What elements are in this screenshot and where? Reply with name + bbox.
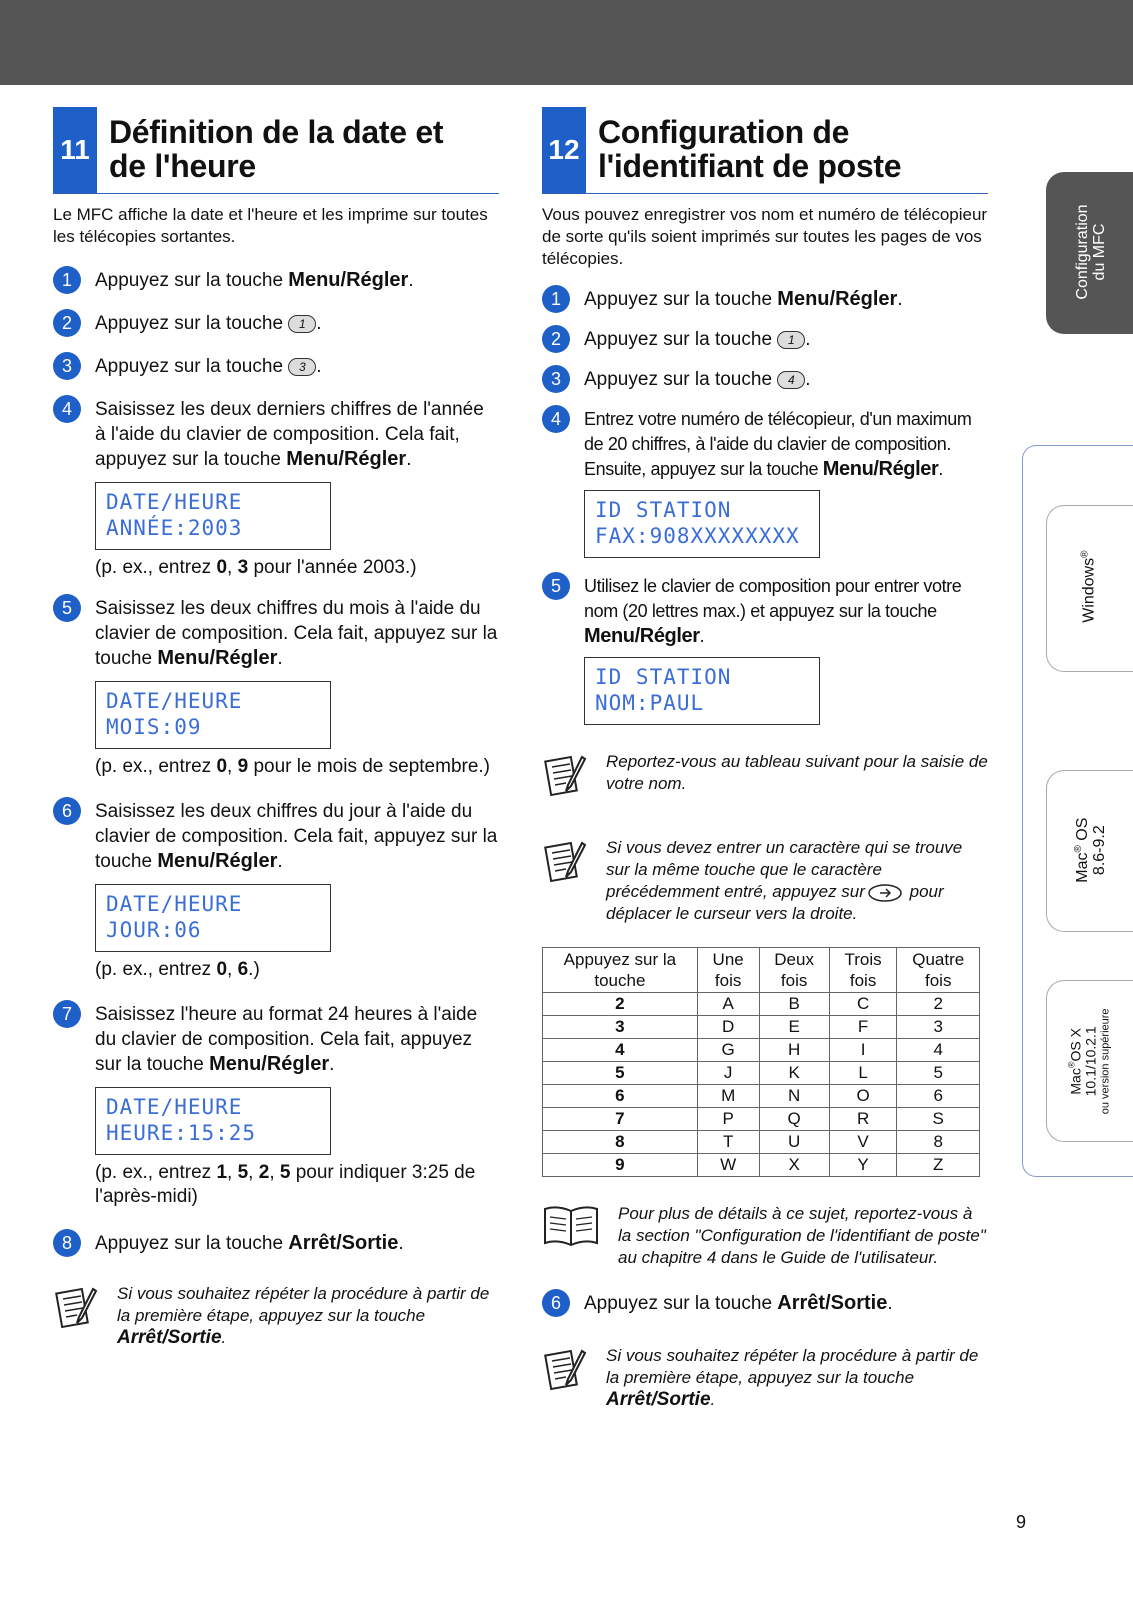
table-header: Quatre fois [897,948,980,993]
reference-note: Pour plus de détails à ce sujet, reportez-vous à la section "Configuration de l'identifiant de poste" au chapitre 4 dans le Guide de l'utilisateur. [542,1203,988,1269]
lcd-display: DATE/HEURE MOIS:09 [95,681,331,749]
tab-mac-os-x[interactable]: Mac®OS X 10.1/10.2.1 ou version supérieure [1046,980,1133,1142]
table-cell: J [697,1062,759,1085]
table-cell: 8 [543,1131,698,1154]
table-row [543,1016,980,1039]
table-cell: 6 [897,1085,980,1108]
step-number: 1 [53,266,81,294]
section-intro: Le MFC affiche la date et l'heure et les imprime sur toutes les télécopies sortantes. [53,205,488,246]
step-7: 7 Saisissez l'heure au format 24 heures à l'aide du clavier de composition. Cela fait, appuyez sur la touche Menu/Régler. [53,1002,499,1077]
table-cell: X [759,1154,829,1177]
table-cell: 2 [897,993,980,1016]
table-cell: C [829,993,897,1016]
table-header: Une fois [697,948,759,993]
example-text: (p. ex., entrez 1, 5, 2, 5 pour indiquer 3:25 de l'après-midi) [95,1162,476,1207]
example-text: (p. ex., entrez 0, 3 pour l'année 2003.) [95,557,417,578]
step-number: 8 [53,1229,81,1257]
note: Si vous devez entrer un caractère qui se trouve sur la même touche que le caractère précédemment entré, appuyez sur pour déplacer le curseur vers la droite. [542,837,988,925]
table-cell: F [829,1016,897,1039]
table-header: Trois fois [829,948,897,993]
table-cell: S [897,1108,980,1131]
table-cell: T [697,1131,759,1154]
step-number: 2 [542,325,570,353]
table-cell: L [829,1062,897,1085]
section-header [53,107,499,194]
step-number: 6 [53,797,81,825]
table-row [543,1062,980,1085]
notepad-pencil-icon [542,751,590,799]
table-row [543,1085,980,1108]
tab-windows[interactable]: Windows® [1046,505,1133,672]
step-6: 6 Appuyez sur la touche Arrêt/Sortie. [542,1291,988,1317]
step-number: 3 [53,352,81,380]
lcd-display: DATE/HEURE ANNÉE:2003 [95,482,331,550]
notepad-pencil-icon [53,1283,101,1331]
character-table [542,947,980,1177]
keypad-key-icon: 4 [777,371,805,389]
table-cell: H [759,1039,829,1062]
table-cell: Q [759,1108,829,1131]
notepad-pencil-icon [542,1345,590,1393]
table-cell: M [697,1085,759,1108]
table-cell: D [697,1016,759,1039]
top-banner [0,0,1133,85]
step-3: 3 Appuyez sur la touche 3 . [53,354,499,380]
step-5: 5 Utilisez le clavier de composition pour entrer votre nom (20 lettres max.) et appuyez sur la touche Menu/Régler. [542,574,988,649]
table-cell: V [829,1131,897,1154]
lcd-display: ID STATION NOM:PAUL [584,657,820,725]
table-row [543,1131,980,1154]
table-row [543,1108,980,1131]
section-header [542,107,988,194]
example-text: (p. ex., entrez 0, 6.) [95,959,260,980]
table-cell: 5 [897,1062,980,1085]
table-cell: K [759,1062,829,1085]
table-cell: 4 [897,1039,980,1062]
step-5: 5 Saisissez les deux chiffres du mois à l'aide du clavier de composition. Cela fait, appuyez sur la touche Menu/Régler. [53,596,499,671]
step-number: 7 [53,1000,81,1028]
step-number: 5 [542,572,570,600]
table-cell: P [697,1108,759,1131]
table-cell: Z [897,1154,980,1177]
step-2: 2 Appuyez sur la touche 1 . [542,327,988,353]
table-cell: U [759,1131,829,1154]
table-cell: A [697,993,759,1016]
step-3: 3 Appuyez sur la touche 4 . [542,367,988,393]
open-book-icon [542,1203,600,1247]
table-cell: B [759,993,829,1016]
keypad-key-icon: 1 [288,315,316,333]
step-number: 6 [542,1289,570,1317]
tab-mac-os[interactable]: Mac® OS 8.6-9.2 [1046,770,1133,932]
section-number: 12 [542,107,586,193]
table-cell: 3 [897,1016,980,1039]
table-cell: 3 [543,1016,698,1039]
lcd-display: DATE/HEURE JOUR:06 [95,884,331,952]
section-date-time [53,107,499,1349]
table-cell: I [829,1039,897,1062]
table-cell: 7 [543,1108,698,1131]
table-cell: 6 [543,1085,698,1108]
step-number: 4 [542,405,570,433]
step-1: 1 Appuyez sur la touche Menu/Régler. [542,287,988,313]
example-text: (p. ex., entrez 0, 9 pour le mois de septembre.) [95,756,491,777]
note: Si vous souhaitez répéter la procédure à partir de la première étape, appuyez sur la touche Arrêt/Sortie. [53,1283,499,1349]
table-cell: N [759,1085,829,1108]
step-2: 2 Appuyez sur la touche 1 . [53,311,499,337]
section-station-id [542,107,988,1411]
keypad-key-icon: 3 [288,358,316,376]
table-cell: 5 [543,1062,698,1085]
step-number: 5 [53,594,81,622]
keypad-key-icon: 1 [777,331,805,349]
table-header: Deux fois [759,948,829,993]
step-8: 8 Appuyez sur la touche Arrêt/Sortie. [53,1231,499,1257]
table-cell: O [829,1085,897,1108]
table-cell: 9 [543,1154,698,1177]
note: Si vous souhaitez répéter la procédure à partir de la première étape, appuyez sur la touche Arrêt/Sortie. [542,1345,988,1411]
table-row [543,1154,980,1177]
table-cell: G [697,1039,759,1062]
page-number: 9 [1016,1512,1027,1532]
step-1: 1 Appuyez sur la touche Menu/Régler. [53,268,499,294]
table-row [543,993,980,1016]
step-number: 2 [53,309,81,337]
right-arrow-key-icon [867,883,903,903]
step-6: 6 Saisissez les deux chiffres du jour à l'aide du clavier de composition. Cela fait, appuyez sur la touche Menu/Régler. [53,799,499,874]
table-cell: 8 [897,1131,980,1154]
step-4: 4 Entrez votre numéro de télécopieur, d'un maximum de 20 chiffres, à l'aide du clavier de composition. Ensuite, appuyez sur la touche Menu/Régler. [542,407,988,482]
section-intro: Vous pouvez enregistrer vos nom et numéro de télécopieur de sorte qu'ils soient imprimés sur toutes les pages de vos télécopies. [542,205,988,268]
table-cell: E [759,1016,829,1039]
table-row [543,1039,980,1062]
table-cell: Y [829,1154,897,1177]
notepad-pencil-icon [542,837,590,885]
section-title: Configuration de l'identifiant de poste [598,114,902,184]
step-number: 4 [53,395,81,423]
table-cell: 2 [543,993,698,1016]
step-4: 4 Saisissez les deux derniers chiffres de l'année à l'aide du clavier de composition. Cela fait, appuyez sur la touche Menu/Régler. [53,397,499,472]
table-cell: W [697,1154,759,1177]
section-number: 11 [53,107,97,193]
table-header: Appuyez sur la touche [543,948,698,993]
step-number: 3 [542,365,570,393]
section-title: Définition de la date et de l'heure [109,114,444,184]
step-number: 1 [542,285,570,313]
table-cell: R [829,1108,897,1131]
tab-configuration-mfc[interactable]: Configuration du MFC [1046,172,1133,334]
lcd-display: DATE/HEURE HEURE:15:25 [95,1087,331,1155]
lcd-display: ID STATION FAX:908XXXXXXXX [584,490,820,558]
table-cell: 4 [543,1039,698,1062]
note: Reportez-vous au tableau suivant pour la saisie de votre nom. [542,751,988,799]
